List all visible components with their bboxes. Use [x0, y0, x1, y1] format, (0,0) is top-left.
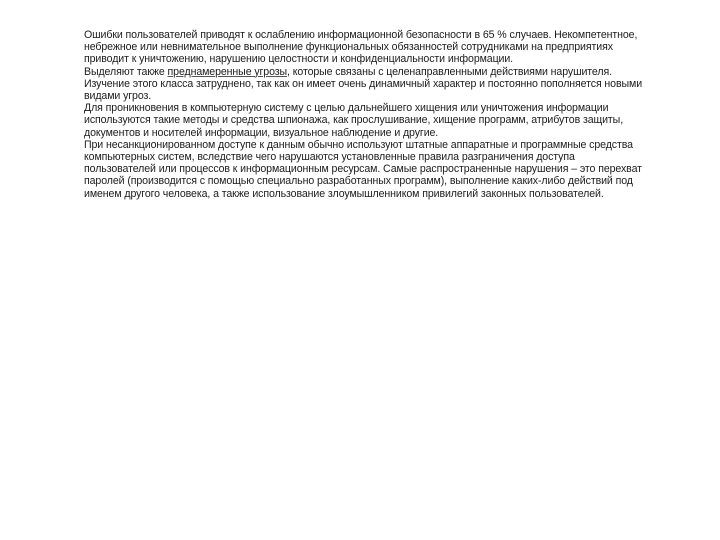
paragraph-user-errors: Ошибки пользователей приводят к ослаблению информационной безопасности в 65 % случаев. Некомпетентное, небрежное или невнимательное выполнение функциональных обязанностей сотрудниками на предприятиях приводит к уничтожению, нарушению целостности и конфиденциальности информации. [84, 29, 638, 66]
paragraph-espionage-methods: Для проникновения в компьютерную систему с целью дальнейшего хищения или уничтожения информации используются такие методы и средства шпионажа, как прослушивание, хищение программ, атрибутов защиты, документов и носителей информации, визуальное наблюдение и другие. [84, 102, 624, 139]
paragraph-prefix: Выделяют также [84, 65, 168, 78]
paragraph-unauthorized-access: При несанкционированном доступе к данным обычно используют штатные аппаратные и программные средства компьютерных систем, вследствие чего нарушаются установленные правила разграничения доступа пользователей или процессов к информационным ресурсам. Самые распространенные нарушения – это перехват паролей (производится с помощью специально разработанных программ), выполнение каких-либо действий под именем другого человека, а также использование злоумышленником привилегий законных пользователей. [84, 138, 642, 200]
paragraph-suffix: , которые связаны с целенаправленными действиями нарушителя. Изучение этого класса затруднено, так как он имеет очень динамичный характер и постоянно пополняется новыми видами угроз. [84, 65, 643, 103]
body-text [84, 29, 644, 200]
paragraph-intentional-threats [84, 66, 644, 103]
emphasized-term: преднамеренные угрозы [167, 65, 288, 78]
